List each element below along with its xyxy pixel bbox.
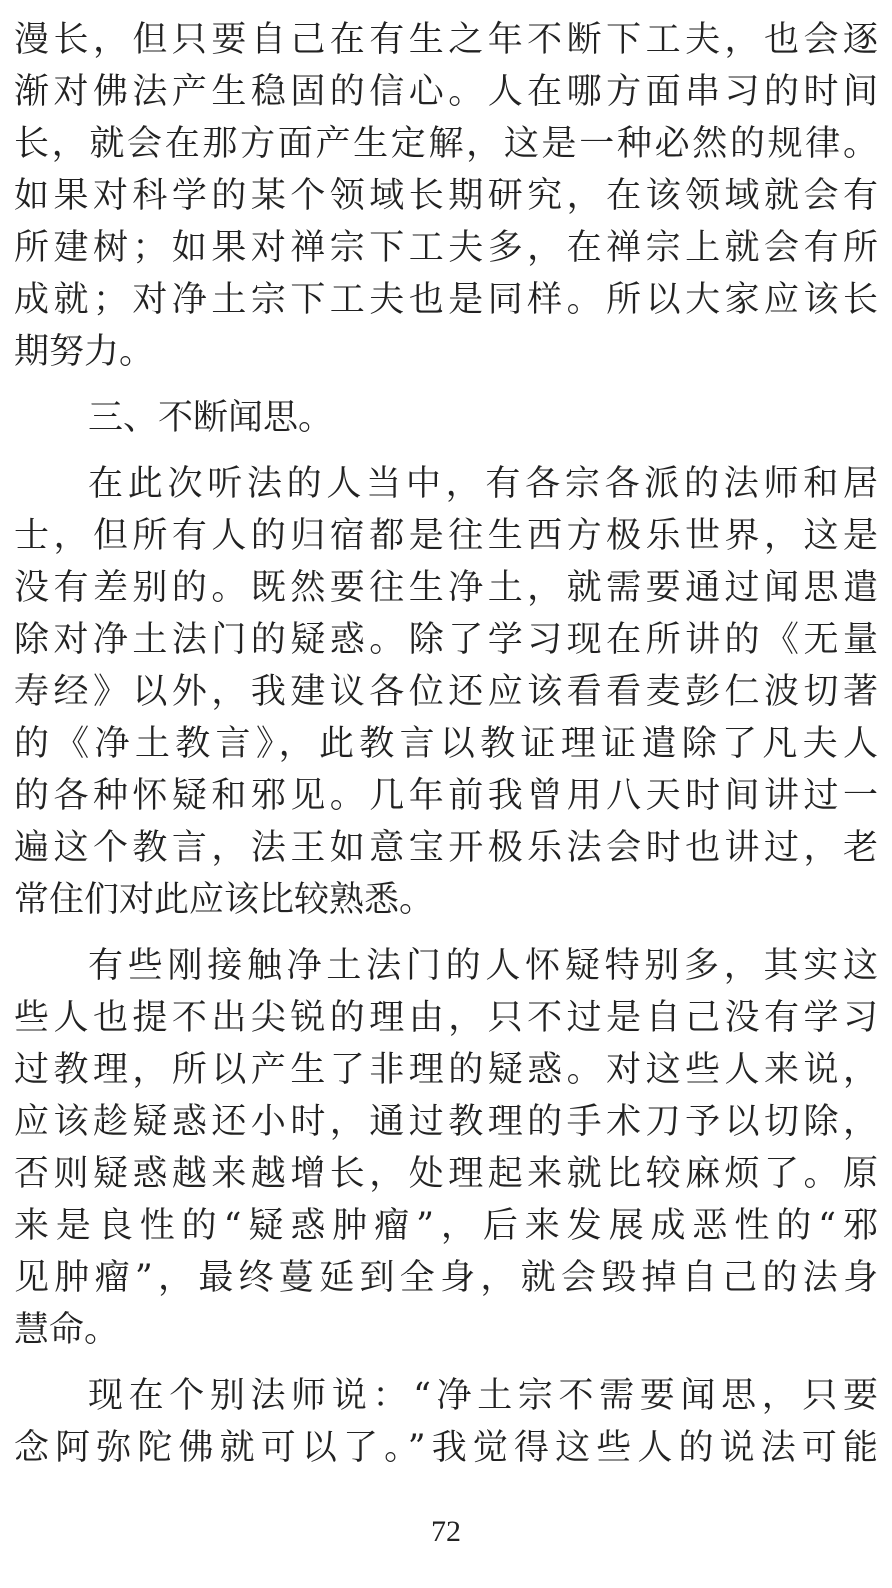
text-line: 寿经》以外，我建议各位还应该看看麦彭仁波切著 [14, 672, 878, 712]
text-line: 有些刚接触净土法门的人怀疑特别多，其实这 [88, 946, 878, 986]
text-line: 渐对佛法产生稳固的信心。人在哪方面串习的时间 [14, 72, 878, 112]
text-line: 念阿弥陀佛就可以了。”我觉得这些人的说法可能 [14, 1428, 878, 1468]
section-heading: 三、不断闻思。 [88, 398, 334, 438]
text-line: 遍这个教言，法王如意宝开极乐法会时也讲过，老 [14, 828, 878, 868]
text-line: 在此次听法的人当中，有各宗各派的法师和居 [88, 464, 878, 504]
text-line: 否则疑惑越来越增长，处理起来就比较麻烦了。原 [14, 1154, 878, 1194]
text-line: 如果对科学的某个领域长期研究，在该领域就会有 [14, 176, 878, 216]
text-line: 除对净土法门的疑惑。除了学习现在所讲的《无量 [14, 620, 878, 660]
text-line: 的各种怀疑和邪见。几年前我曾用八天时间讲过一 [14, 776, 878, 816]
text-line: 现在个别法师说：“净土宗不需要闻思，只要 [88, 1376, 878, 1416]
text-line: 见肿瘤”，最终蔓延到全身，就会毁掉自己的法身 [14, 1258, 878, 1298]
text-line: 长，就会在那方面产生定解，这是一种必然的规律。 [14, 124, 878, 164]
text-line: 期努力。 [14, 332, 155, 372]
text-line: 应该趁疑惑还小时，通过教理的手术刀予以切除， [14, 1102, 878, 1142]
text-line: 慧命。 [14, 1310, 120, 1350]
text-line: 些人也提不出尖锐的理由，只不过是自己没有学习 [14, 998, 878, 1038]
text-line: 成就；对净土宗下工夫也是同样。所以大家应该长 [14, 280, 878, 320]
text-line: 漫长，但只要自己在有生之年不断下工夫，也会逐 [14, 20, 878, 60]
page-number: 72 [431, 1515, 461, 1548]
text-line: 的《净土教言》，此教言以教证理证遣除了凡夫人 [14, 724, 878, 764]
text-line: 常住们对此应该比较熟悉。 [14, 880, 435, 920]
text-line: 过教理，所以产生了非理的疑惑。对这些人来说， [14, 1050, 878, 1090]
text-line: 所建树；如果对禅宗下工夫多，在禅宗上就会有所 [14, 228, 878, 268]
text-line: 来是良性的“疑惑肿瘤”，后来发展成恶性的“邪 [14, 1206, 878, 1246]
text-line: 没有差别的。既然要往生净土，就需要通过闻思遣 [14, 568, 878, 608]
text-line: 士，但所有人的归宿都是往生西方极乐世界，这是 [14, 516, 878, 556]
